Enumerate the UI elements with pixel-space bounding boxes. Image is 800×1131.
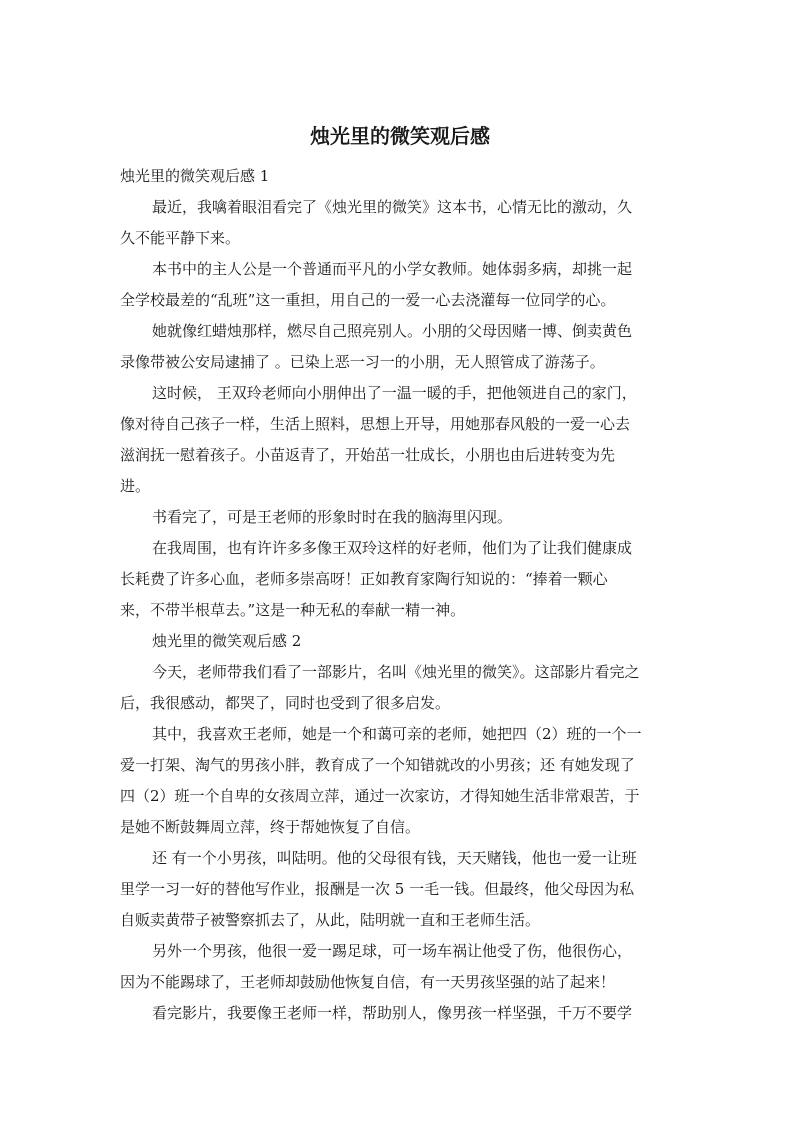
text-line: 其中，我喜欢王老师，她是一个和蔼可亲的老师，她把四（2）班的一个一 bbox=[152, 725, 642, 743]
text-line: 本书中的主人公是一个普通而平凡的小学女教师。她体弱多病，却挑一起 bbox=[152, 260, 633, 278]
text-line: 录像带被公安局逮捕了 。已染上恶一习一的小朋，无人照管成了游荡子。 bbox=[120, 353, 605, 371]
text-line: 烛光里的微笑观后感 2 bbox=[152, 632, 302, 650]
text-line: 全学校最差的“乱班”这一重担，用自己的一爱一心去浇灌每一位同学的心。 bbox=[120, 291, 616, 309]
text-line: 看完影片，我要像王老师一样，帮助别人，像男孩一样坚强，千万不要学 bbox=[152, 1004, 633, 1022]
text-line: 后，我很感动，都哭了，同时也受到了很多启发。 bbox=[120, 694, 451, 712]
text-line: 在我周围，也有许许多多像王双玲这样的好老师，他们为了让我们健康成 bbox=[152, 539, 633, 557]
text-line: 长耗费了许多心血，老师多崇高呀！正如教育家陶行知说的：“捧着一颗心 bbox=[120, 570, 608, 588]
text-line: 烛光里的微笑观后感 1 bbox=[120, 167, 270, 185]
text-line: 还 有一个小男孩，叫陆明。他的父母很有钱，天天赌钱，他也一爱一让班 bbox=[152, 849, 637, 867]
text-line: 她就像红蜡烛那样，燃尽自己照亮别人。小朋的父母因赌一博、倒卖黄色 bbox=[152, 322, 633, 340]
text-line: 像对待自己孩子一样，生活上照料，思想上开导，用她那春风般的一爱一心去 bbox=[120, 415, 631, 433]
text-line: 里学一习一好的替他写作业，报酬是一次 5 一毛一钱。但最终，他父母因为私 bbox=[120, 880, 635, 898]
document-title: 烛光里的微笑观后感 bbox=[310, 124, 490, 148]
text-line: 书看完了，可是王老师的形象时时在我的脑海里闪现。 bbox=[152, 508, 513, 526]
text-line: 另外一个男孩，他很一爱一踢足球，可一场车祸让他受了伤，他很伤心， bbox=[152, 942, 633, 960]
text-line: 这时候， 王双玲老师向小朋伸出了一温一暖的手，把他领进自己的家门， bbox=[152, 384, 637, 402]
text-line: 自贩卖黄带子被警察抓去了，从此，陆明就一直和王老师生活。 bbox=[120, 911, 541, 929]
text-line: 来，不带半根草去。”这是一种无私的奉献一精一神。 bbox=[120, 601, 466, 619]
text-line: 久不能平静下来。 bbox=[120, 229, 241, 247]
text-line: 滋润抚一慰着孩子。小苗返青了，开始茁一壮成长，小朋也由后进转变为先 bbox=[120, 446, 616, 464]
text-line: 爱一打架、淘气的男孩小胖，教育成了一个知错就改的小男孩；还 有她发现了 bbox=[120, 756, 635, 774]
text-line: 因为不能踢球了，王老师却鼓励他恢复自信，有一天男孩坚强的站了起来！ bbox=[120, 973, 616, 991]
text-line: 四（2）班一个自卑的女孩周立萍，通过一次家访，才得知她生活非常艰苦，于 bbox=[120, 787, 640, 805]
text-line: 最近，我噙着眼泪看完了《烛光里的微笑》这本书，心情无比的激动，久 bbox=[152, 198, 633, 216]
document-body bbox=[120, 161, 680, 1029]
text-line: 是她不断鼓舞周立萍，终于帮她恢复了自信。 bbox=[120, 818, 421, 836]
text-line: 进。 bbox=[120, 477, 151, 495]
text-line: 今天，老师带我们看了一部影片，名叫《烛光里的微笑》。这部影片看完之 bbox=[152, 663, 640, 681]
